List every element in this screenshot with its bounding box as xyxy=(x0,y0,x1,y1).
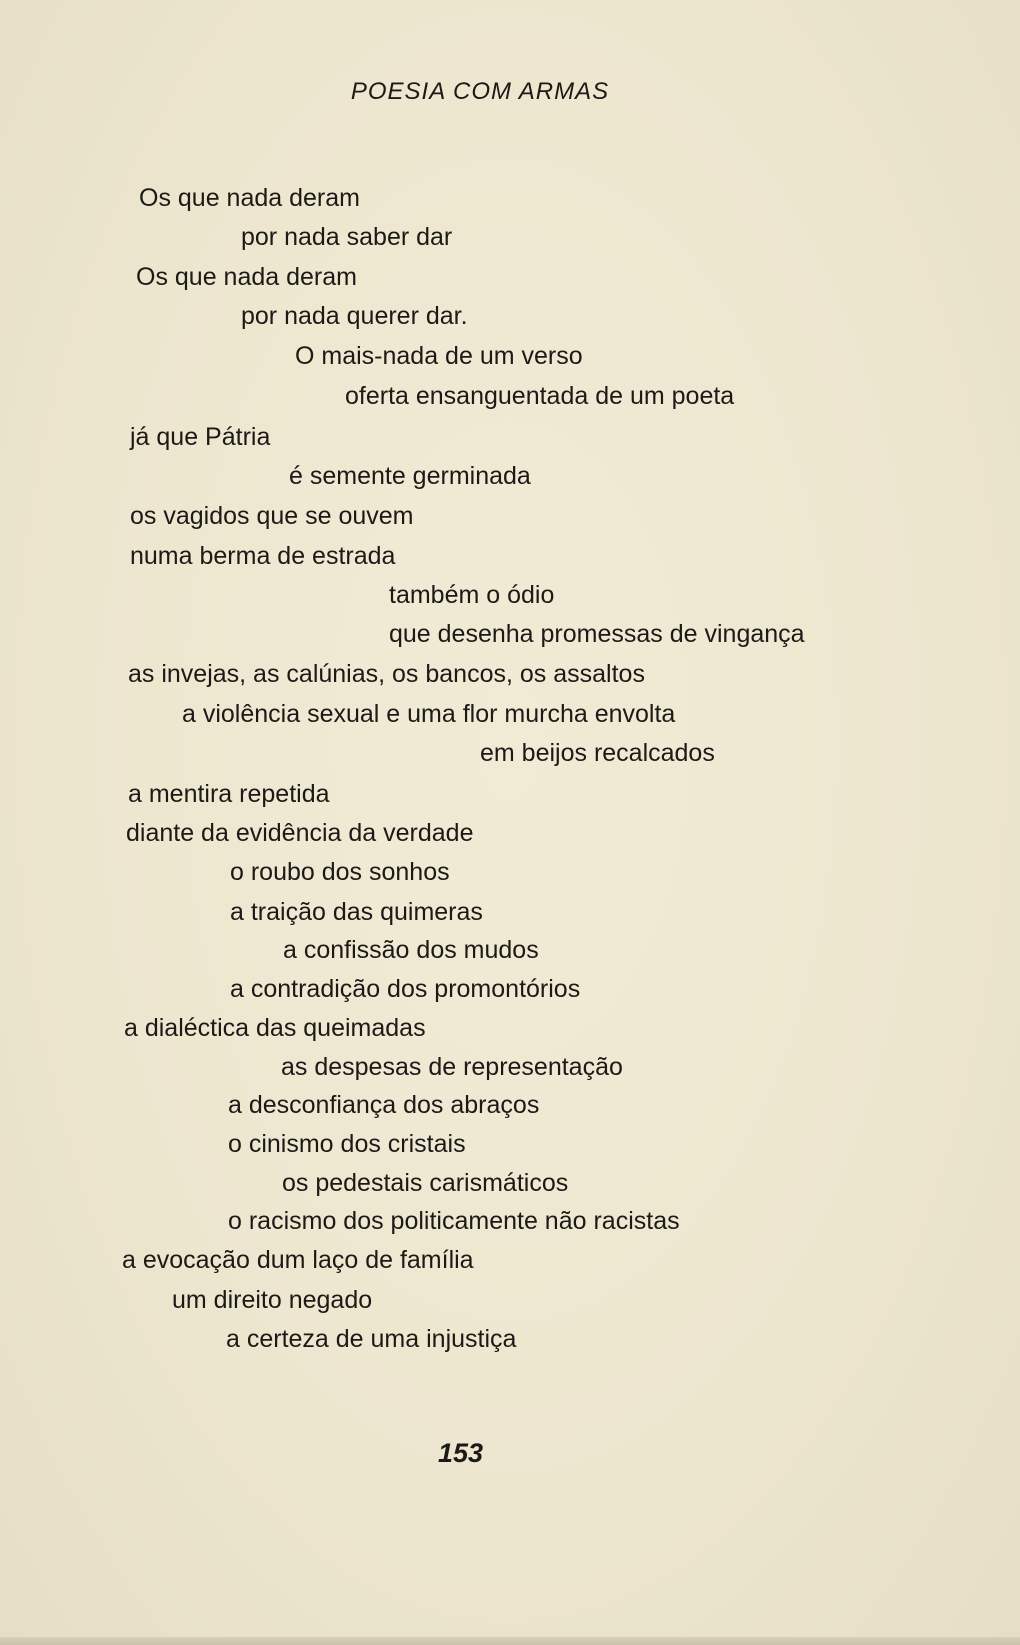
poem-line: O mais-nada de um verso xyxy=(295,342,583,370)
poem-line: os vagidos que se ouvem xyxy=(130,502,414,530)
poem-line: o roubo dos sonhos xyxy=(230,858,450,886)
poem-line: a dialéctica das queimadas xyxy=(124,1014,426,1042)
poem-line: Os que nada deram xyxy=(139,184,360,212)
poem-line: também o ódio xyxy=(389,581,555,609)
poem-line: Os que nada deram xyxy=(136,263,357,291)
poem-line: o racismo dos politicamente não racistas xyxy=(228,1207,680,1235)
poem-line: a traição das quimeras xyxy=(230,898,483,926)
poem-line: a mentira repetida xyxy=(128,780,330,808)
poem-line: um direito negado xyxy=(172,1286,373,1314)
poem-line: por nada saber dar xyxy=(241,223,453,251)
poem-line: a certeza de uma injustiça xyxy=(226,1325,517,1353)
poem-line: a contradição dos promontórios xyxy=(230,975,581,1003)
poem-line: oferta ensanguentada de um poeta xyxy=(345,382,735,410)
poem-line: em beijos recalcados xyxy=(480,739,715,767)
poem-line: a confissão dos mudos xyxy=(283,936,539,964)
poem-line: numa berma de estrada xyxy=(130,542,396,570)
page-number: 153 xyxy=(438,1438,484,1468)
poem-line: as despesas de representação xyxy=(281,1053,623,1081)
poem-line: os pedestais carismáticos xyxy=(282,1169,569,1197)
poem-line: é semente germinada xyxy=(289,462,531,490)
poem-line: as invejas, as calúnias, os bancos, os assaltos xyxy=(128,660,645,688)
running-title: POESIA COM ARMAS xyxy=(350,78,610,105)
poem-line: já que Pátria xyxy=(130,423,271,451)
poem-line: a evocação dum laço de família xyxy=(122,1246,474,1274)
poem-line: que desenha promessas de vingança xyxy=(389,620,805,648)
poem-line: diante da evidência da verdade xyxy=(126,819,474,847)
poem-line: a desconfiança dos abraços xyxy=(228,1091,540,1119)
poem-line: o cinismo dos cristais xyxy=(228,1130,466,1158)
poem-line: por nada querer dar. xyxy=(241,302,468,330)
poem-line: a violência sexual e uma flor murcha envolta xyxy=(182,700,676,728)
page-bottom-edge xyxy=(0,1637,1020,1645)
